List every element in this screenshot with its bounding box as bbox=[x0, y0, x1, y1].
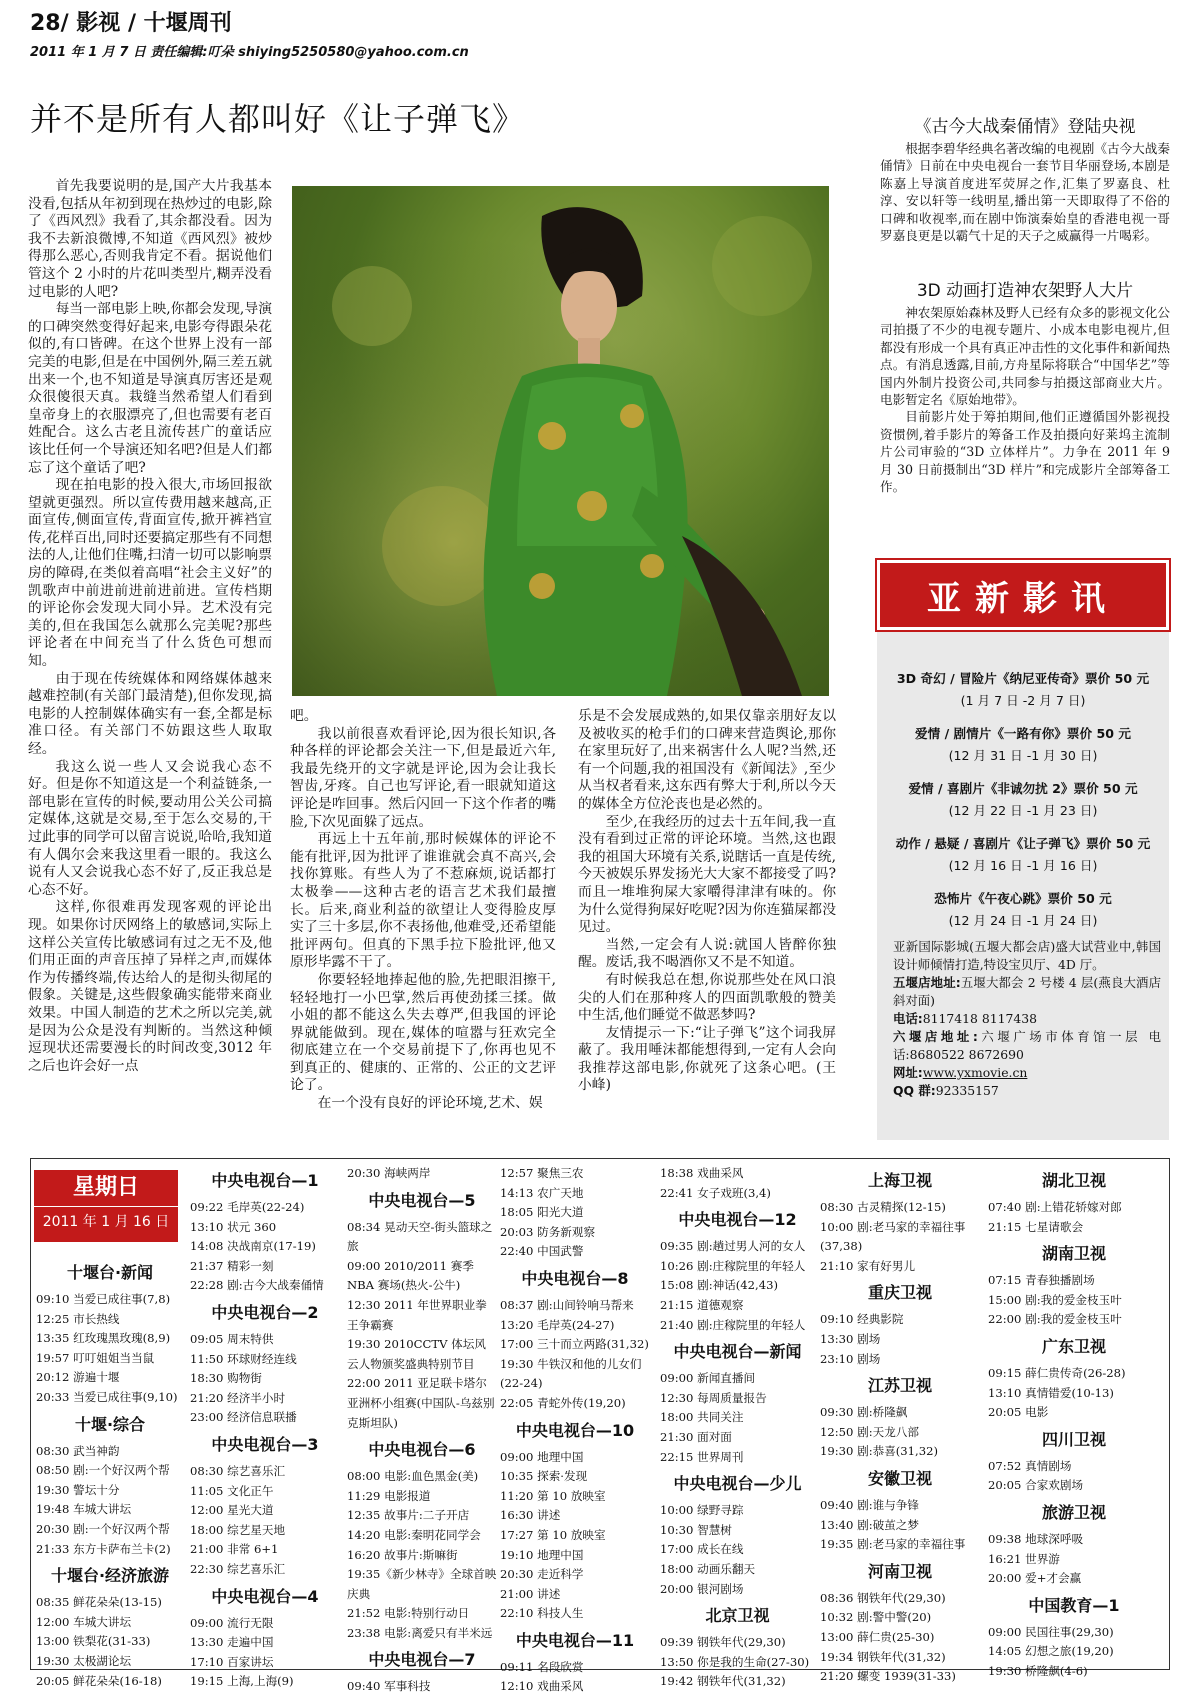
tv-program-row: 09:00 新闻直播间 bbox=[660, 1371, 756, 1386]
article-paragraph: 我以前很喜欢看评论,因为很长知识,各种各样的评论都会关注一下,但是最近六年,我最先绕开的文字就是评论,因为会让我长智齿,牙疼。自己也写评论,看一眼就知道这评论是咋回事。然后闪回一下这个作者的嘴脸,下次见面躲了远点。 bbox=[290, 725, 556, 830]
article-paragraph: 在一个没有良好的评论环境,艺术、娱 bbox=[317, 1095, 543, 1112]
page-header bbox=[30, 6, 469, 60]
tv-channel-name: 中央电视台—8 bbox=[521, 1268, 629, 1288]
tv-program-row: 20:30 剧:一个好汉两个帮 bbox=[36, 1521, 170, 1536]
tv-program-row: 21:20 螺变 1939(31-33) bbox=[820, 1669, 956, 1684]
tv-channel-name: 中央电视台—少儿 bbox=[673, 1474, 802, 1494]
tv-channel-name: 湖北卫视 bbox=[1041, 1171, 1106, 1190]
ad-listing-title: 爱情 / 喜剧片《非诚勿扰 2》票价 50 元 bbox=[908, 781, 1138, 796]
tv-program-row: 18:00 动画乐翻天 bbox=[660, 1561, 756, 1576]
tv-program-row: 10:35 探索·发现 bbox=[500, 1469, 588, 1484]
address-liuyan: 六堰广场市体育馆一层 电话:8680522 8672690 bbox=[893, 1029, 1161, 1062]
article-paragraph: 吧。 bbox=[290, 708, 318, 724]
tv-program-row: 12:57 聚焦三农 bbox=[500, 1166, 584, 1180]
tv-program-row: 08:37 剧:山间铃响马帮来 bbox=[500, 1297, 634, 1312]
tv-program-row: 21:33 东方卡萨布兰卡(2) bbox=[36, 1541, 171, 1556]
tv-program-row: 08:35 鲜花朵朵(13-15) bbox=[36, 1595, 162, 1610]
tv-program-row: 18:38 戏曲采风 bbox=[660, 1166, 744, 1180]
tv-column bbox=[820, 1164, 980, 1684]
tv-program-row: 08:30 综艺喜乐汇 bbox=[190, 1463, 286, 1478]
tv-day-badge: 星期日 2011 年 1 月 16 日 bbox=[34, 1170, 178, 1242]
tv-program-row: 09:35 剧:趟过男人河的女人 bbox=[660, 1239, 806, 1254]
tv-program-row: 15:08 剧:神话(42,43) bbox=[660, 1278, 779, 1293]
tv-program-row: 20:00 银河剧场 bbox=[660, 1581, 744, 1596]
tv-channel-name: 中央电视台—12 bbox=[678, 1210, 797, 1230]
tv-channel-name: 中央电视台—1 bbox=[211, 1171, 319, 1190]
tv-program-row: 23:10 剧场 bbox=[820, 1351, 881, 1366]
ad-listing-title: 动作 / 悬疑 / 喜剧片《让子弹飞》票价 50 元 bbox=[895, 836, 1151, 851]
tv-program-row: 21:10 家有好男儿 bbox=[820, 1258, 916, 1273]
ad-listing-dates: (12 月 22 日 -1 月 23 日) bbox=[948, 803, 1098, 818]
tv-channel-name: 湖南卫视 bbox=[1041, 1244, 1106, 1264]
ad-banner: 亚新影讯 bbox=[877, 560, 1169, 630]
article-paragraph: 友情提示一下:“让子弹飞”这个词我屏蔽了。我用唾沫都能想得到,一定有人会向我推荐这部电影,你就死了这条心吧。(王小峰) bbox=[578, 1024, 836, 1094]
tv-column bbox=[500, 1164, 650, 1694]
ad-listing-dates: (12 月 16 日 -1 月 16 日) bbox=[948, 858, 1098, 873]
tv-program-row: 08:34 晃动天空-街头篮球之旅 bbox=[347, 1219, 493, 1254]
tv-channel-name: 中央电视台—3 bbox=[211, 1434, 319, 1454]
tv-program-row: 19:35 剧:老马家的幸福往事 bbox=[820, 1537, 966, 1552]
phone-wuyan: 8117418 8117438 bbox=[922, 1011, 1038, 1026]
tv-channel-name: 上海卫视 bbox=[867, 1171, 932, 1190]
article-paragraph: 至少,在我经历的过去十五年间,我一直没有看到过正常的评论环境。当然,这也跟我的祖国大环境有关系,说瞎话一直是传统,今天被娱乐界发扬光大大家不都接受了吗?而且一堆堆狗屎大家嚼得津津有味的。你为什么觉得狗屎好吃呢?因为你连猫屎都没见过。 bbox=[578, 813, 836, 936]
tv-program-row: 13:10 真情错爱(10-13) bbox=[988, 1385, 1114, 1400]
tv-program-row: 20:30 海峡两岸 bbox=[347, 1166, 431, 1180]
ad-contact-info: 亚新国际影城(五堰大都会店)盛大试营业中,韩国设计师倾情打造,特设宝贝厅、4D 厅。 五堰店地址:五堰大都会 2 号楼 4 层(燕良大酒店斜对面) 电话:8117418 8117438 六堰店地址:六堰广场市体育馆一层 电话:8680522 8672690 网址:www.yxmovie.cn QQ 群:92335157 bbox=[893, 939, 1161, 1098]
tv-program-row: 20:00 爱+才会赢 bbox=[988, 1571, 1082, 1586]
tv-program-row: 11:05 文化正午 bbox=[190, 1483, 274, 1498]
tv-program-row: 23:38 电影:离爱只有半米远 bbox=[347, 1625, 493, 1640]
article-paragraph: 当然,一定会有人说:就国人皆醉你独醒。废话,我不喝酒你又不是不知道。 bbox=[578, 936, 836, 971]
tv-program-row: 09:00 民国往事(29,30) bbox=[988, 1624, 1114, 1639]
tv-program-row: 12:25 市长热线 bbox=[36, 1311, 120, 1326]
tv-program-row: 17:00 三十而立两路(31,32) bbox=[500, 1337, 649, 1352]
tv-channel-name: 重庆卫视 bbox=[867, 1283, 932, 1303]
article-paragraph: 由于现在传统媒体和网络媒体越来越难控制(有关部门最清楚),但你发现,搞电影的人控制媒体确实有一套,全都是标准口径。有关部门不妨跟这些人取取经。 bbox=[28, 670, 272, 757]
tv-program-row: 20:30 走近科学 bbox=[500, 1567, 584, 1582]
tv-program-row: 14:13 农广天地 bbox=[500, 1185, 584, 1200]
tv-program-row: 09:30 剧:桥隆飙 bbox=[820, 1405, 908, 1420]
tv-program-row: 21:52 电影:特别行动日 bbox=[347, 1606, 470, 1621]
tv-program-row: 09:00 地理中国 bbox=[500, 1449, 584, 1464]
article-photo bbox=[292, 186, 829, 696]
tv-program-row: 13:35 红玫瑰黑玫瑰(8,9) bbox=[36, 1331, 171, 1346]
tv-program-row: 10:32 剧:警中警(20) bbox=[820, 1610, 932, 1625]
tv-channel-name: 四川卫视 bbox=[1041, 1429, 1106, 1449]
tv-program-row: 19:30 太极湖论坛 bbox=[36, 1653, 132, 1668]
ad-listing-title: 恐怖片《午夜心跳》票价 50 元 bbox=[934, 891, 1112, 906]
tv-program-row: 19:30 2010CCTV 体坛风云人物颁奖盛典特别节目 bbox=[347, 1337, 486, 1371]
tv-program-row: 10:30 智慧树 bbox=[660, 1522, 732, 1537]
tv-channel-name: 中央电视台—2 bbox=[211, 1302, 319, 1322]
tv-program-row: 19:10 地理中国 bbox=[500, 1547, 584, 1562]
article-column-1 bbox=[28, 178, 272, 1136]
tv-program-row: 12:50 剧:天龙八部 bbox=[820, 1424, 919, 1439]
tv-channel-name: 十堰·综合 bbox=[74, 1414, 146, 1434]
tv-program-row: 22:00 2011 亚足联卡塔尔亚洲杯小组赛(中国队-乌兹别克斯坦队) bbox=[347, 1376, 495, 1430]
tv-program-row: 09:05 周末特供 bbox=[190, 1331, 274, 1346]
tv-program-row: 21:15 七星请歌会 bbox=[988, 1219, 1084, 1234]
tv-program-row: 22:30 综艺喜乐汇 bbox=[190, 1561, 286, 1576]
tv-program-row: 15:00 剧:我的爱金枝玉叶 bbox=[988, 1292, 1122, 1307]
side-story-1-title: 《古今大战秦俑情》登陆央视 bbox=[914, 117, 1136, 137]
tv-channel-name: 江苏卫视 bbox=[867, 1376, 932, 1396]
tv-program-row: 20:33 当爱已成往事(9,10) bbox=[36, 1389, 178, 1404]
tv-program-row: 23:00 经济信息联播 bbox=[190, 1410, 297, 1425]
address-wuyan: 五堰大都会 2 号楼 4 层(燕良大酒店斜对面) bbox=[893, 975, 1161, 1008]
ad-listing-dates: (1 月 7 日 -2 月 7 日) bbox=[960, 693, 1086, 708]
tv-channel-name: 旅游卫视 bbox=[1041, 1502, 1106, 1522]
tv-program-row: 16:20 故事片:斯嘛街 bbox=[347, 1547, 458, 1562]
ad-listing-item bbox=[885, 833, 1161, 888]
tv-column bbox=[347, 1164, 497, 1694]
tv-program-row: 07:52 真情剧场 bbox=[988, 1458, 1072, 1473]
tv-program-row: 21:00 非常 6+1 bbox=[190, 1542, 279, 1557]
tv-program-row: 08:30 古灵精探(12-15) bbox=[820, 1200, 946, 1214]
tv-program-row: 21:00 讲述 bbox=[500, 1586, 561, 1601]
tv-program-row: 20:05 电影 bbox=[988, 1405, 1049, 1420]
website-link[interactable]: www.yxmovie.cn bbox=[922, 1065, 1028, 1080]
tv-program-row: 14:05 幻想之旅(19,20) bbox=[988, 1644, 1114, 1659]
tv-program-row: 12:30 每周质量报告 bbox=[660, 1390, 767, 1405]
tv-program-row: 14:20 电影:秦明花同学会 bbox=[347, 1527, 481, 1542]
tv-program-row: 09:10 经典影院 bbox=[820, 1312, 904, 1327]
tv-program-row: 08:00 电影:血色黑金(美) bbox=[347, 1469, 479, 1484]
tv-program-row: 13:10 状元 360 bbox=[190, 1219, 277, 1234]
tv-channel-name: 中央电视台—6 bbox=[368, 1440, 476, 1460]
tv-program-row: 09:38 地球深呼吸 bbox=[988, 1531, 1084, 1546]
tv-program-row: 22:41 女子戏班(3,4) bbox=[660, 1185, 771, 1200]
tv-program-row: 19:15 上海,上海(9) bbox=[190, 1674, 294, 1689]
article-paragraph: 现在拍电影的投入很大,市场回报欲望就更强烈。所以宣传费用越来越高,正面宣传,侧面宣传,背面宣传,掀开裤裆宣传,花样百出,同时还要搞定那些有不同想法的人,让他们住嘴,扫清一切可以影响票房的障碍,在类似着高唱“社会主义好”的凯歌声中前进前进前进前进。宣传档期的评论你会发现大同小异。艺术没有完美的,但在我国怎么就那么完美呢?那些评论者在中间充当了什么货色可想而知。 bbox=[28, 477, 272, 670]
tv-column bbox=[36, 1256, 184, 1688]
tv-program-row: 17:27 第 10 放映室 bbox=[500, 1527, 606, 1542]
article-paragraph: 这样,你很难再发现客观的评论出现。如果你讨厌网络上的敏感词,实际上这样公关宣传比敏感词有过之无不及,他们用正面的声音压掉了异样之声,而媒体作为传播终端,传达给人的是彻头彻尾的假象。关键是,这些假象确实能带来商业效果。中国人制造的艺术之所以完美,就是因为公众是没有判断的。当然这种倾逗现状还需要漫长的时间改变,3012 年之后也许会好一点 bbox=[28, 899, 272, 1074]
ad-listing-title: 爱情 / 剧情片《一路有你》票价 50 元 bbox=[915, 726, 1131, 741]
tv-program-row: 18:05 阳光大道 bbox=[500, 1205, 584, 1220]
side-paragraph: 神农架原始森林及野人已经有众多的影视文化公司拍摄了不少的电视专题片、小成本电影电视片,但都没有形成一个具有真正冲击性的文化事件和新闻热点。有消息透露,目前,方舟星际将联合“中国华艺”等国内外制片投资公司,共同参与拍摄这部商业大片。电影暂定名《原始地带》。 bbox=[880, 305, 1170, 408]
article-paragraph: 我这么说一些人又会说我心态不好。但是你不知道这是一个利益链条,一部电影在宣传的时候,要动用公关公司搞定媒体,这就是交易,至于怎么交易的,干过此事的同学可以留言说说,哈哈,我知道有人偶尔会来我这里看一眼的。我这么说有人又会说我心态不好了,反正我总是心态不好。 bbox=[28, 758, 272, 898]
tv-program-row: 11:20 第 10 放映室 bbox=[500, 1488, 606, 1503]
tv-program-row: 07:15 青春独播剧场 bbox=[988, 1273, 1095, 1288]
tv-program-row: 13:50 你是我的生命(27-30) bbox=[660, 1654, 810, 1669]
tv-program-row: 12:10 戏曲采风 bbox=[500, 1679, 584, 1694]
tv-program-row: 13:20 毛岸英(24-27) bbox=[500, 1317, 615, 1332]
tv-program-row: 09:11 名段欣赏 bbox=[500, 1659, 584, 1674]
page-section: 28/ 影视 / 十堰周刊 bbox=[30, 11, 232, 36]
tv-program-row: 18:00 共同关注 bbox=[660, 1410, 744, 1425]
tv-program-row: 13:30 走遍中国 bbox=[190, 1635, 274, 1650]
tv-program-row: 21:15 道德观察 bbox=[660, 1297, 744, 1312]
ad-listing-item bbox=[885, 668, 1161, 723]
side-paragraph: 目前影片处于筹拍期间,他们正遵循国外影视投资惯例,着手影片的筹备工作及拍摄向好莱坞主流制片公司审验的“3D 立体样片”。力争在 2011 年 9 月 30 日前摄制出“3D 样片”和完成影片全部筹备工作。 bbox=[880, 409, 1170, 495]
ad-listing-item bbox=[885, 888, 1161, 943]
tv-channel-name: 中央电视台—7 bbox=[368, 1650, 476, 1670]
qq-group: 92335157 bbox=[935, 1083, 999, 1098]
tv-program-row: 09:40 军事科技 bbox=[347, 1679, 431, 1694]
tv-channel-name: 中央电视台—新闻 bbox=[673, 1342, 802, 1362]
tv-program-row: 21:37 精彩一刻 bbox=[190, 1258, 274, 1273]
tv-program-row: 17:10 百家讲坛 bbox=[190, 1654, 274, 1669]
tv-program-row: 22:00 剧:我的爱金枝玉叶 bbox=[988, 1312, 1122, 1327]
tv-program-row: 21:20 经济半小时 bbox=[190, 1390, 286, 1405]
tv-program-row: 07:40 剧:上错花轿嫁对郎 bbox=[988, 1200, 1122, 1214]
tv-program-row: 19:30 桥隆飙(4-6) bbox=[988, 1663, 1088, 1678]
tv-program-row: 20:03 防务新观察 bbox=[500, 1224, 596, 1239]
tv-program-row: 19:48 车城大讲坛 bbox=[36, 1502, 132, 1517]
tv-program-row: 13:00 铁梨花(31-33) bbox=[36, 1634, 151, 1649]
tv-column bbox=[190, 1164, 340, 1689]
tv-program-row: 11:50 环球财经连线 bbox=[190, 1351, 297, 1366]
tv-program-row: 09:15 薛仁贵传奇(26-28) bbox=[988, 1365, 1126, 1380]
tv-program-row: 19:30 剧:恭喜(31,32) bbox=[820, 1444, 939, 1459]
tv-program-row: 09:00 2010/2011 赛季 NBA 赛场(热火-公牛) bbox=[347, 1258, 474, 1293]
tv-channel-name: 安徽卫视 bbox=[867, 1468, 932, 1488]
tv-program-row: 09:39 钢铁年代(29,30) bbox=[660, 1635, 786, 1650]
article-headline: 并不是所有人都叫好《让子弹飞》 bbox=[30, 100, 526, 138]
tv-column bbox=[660, 1164, 815, 1689]
woman-on-horse-illustration bbox=[292, 186, 829, 696]
tv-program-row: 20:12 游遍十堰 bbox=[36, 1370, 120, 1385]
tv-channel-name: 广东卫视 bbox=[1041, 1336, 1106, 1356]
tv-program-row: 14:08 决战南京(17-19) bbox=[190, 1239, 316, 1254]
tv-program-row: 19:35《新少林寺》全球首映庆典 bbox=[347, 1567, 497, 1601]
tv-channel-name: 十堰台·新闻 bbox=[66, 1263, 154, 1282]
article-paragraph: 你要轻轻地捧起他的脸,先把眼泪擦干,轻轻地打一小巴掌,然后再使劲揉三揉。做小姐的都不能这么失去尊严,但我国的评论界就能做到。现在,媒体的喧嚣与狂欢完全彻底建立在一个交易前提下了,你再也见不到真正的、健康的、正常的、公正的文艺评论了。 bbox=[290, 971, 556, 1094]
tv-program-row: 08:36 钢铁年代(29,30) bbox=[820, 1590, 946, 1605]
tv-program-row: 17:00 成长在线 bbox=[660, 1542, 744, 1557]
article-column-2 bbox=[290, 708, 556, 1136]
tv-program-row: 10:00 剧:老马家的幸福往事(37,38) bbox=[820, 1219, 966, 1254]
tv-program-row: 16:21 世界游 bbox=[988, 1551, 1060, 1566]
ad-listing-dates: (12 月 31 日 -1 月 30 日) bbox=[948, 748, 1098, 763]
tv-program-row: 19:30 警坛十分 bbox=[36, 1482, 120, 1497]
tv-program-row: 08:30 武当神韵 bbox=[36, 1443, 120, 1458]
tv-program-row: 09:00 流行无限 bbox=[190, 1615, 274, 1630]
tv-program-row: 22:28 剧:古今大战秦俑情 bbox=[190, 1278, 324, 1293]
tv-program-row: 21:30 面对面 bbox=[660, 1429, 732, 1444]
tv-program-row: 12:30 2011 年世界职业拳王争霸赛 bbox=[347, 1297, 487, 1332]
tv-program-row: 18:00 综艺星天地 bbox=[190, 1522, 286, 1537]
tv-channel-name: 十堰台·经济旅游 bbox=[50, 1566, 170, 1586]
tv-channel-name: 河南卫视 bbox=[867, 1561, 932, 1581]
side-story-1-body: 根据李碧华经典名著改编的电视剧《古今大战秦俑情》日前在中央电视台一套节目华丽登场,本剧是陈嘉上导演首度进军荧屏之作,汇集了罗嘉良、杜淳、安以轩等一线明星,播出第一天即取得了不俗的口碑和收视率,而在剧中饰演秦始皇的香港电视一哥罗嘉良更是以霸气十足的天子之威赢得一片喝彩。 bbox=[880, 141, 1170, 244]
ad-listing-item bbox=[885, 723, 1161, 778]
tv-channel-name: 中央电视台—10 bbox=[515, 1420, 635, 1440]
tv-channel-name: 北京卫视 bbox=[705, 1606, 770, 1626]
article-paragraph: 乐是不会发展成熟的,如果仅靠亲朋好友以及被收买的枪手们的口碑来营造舆论,那你在家里玩好了,出来祸害什么人呢?当然,还有一个问题,我的祖国没有《新闻法》,至少从当权者看来,这东西有弊大于利,所以今天的媒体全方位沦丧也是必然的。 bbox=[578, 708, 836, 812]
side-story-2-body bbox=[880, 304, 1170, 526]
tv-program-row: 19:42 钢铁年代(31,32) bbox=[660, 1674, 786, 1689]
tv-program-row: 13:40 剧:破茧之梦 bbox=[820, 1517, 919, 1532]
tv-column bbox=[988, 1164, 1160, 1678]
tv-program-row: 19:30 牛铁汉和他的儿女们(22-24) bbox=[500, 1356, 642, 1391]
tv-program-row: 09:10 当爱已成往事(7,8) bbox=[36, 1292, 171, 1306]
tv-channel-name: 中央电视台—5 bbox=[368, 1190, 476, 1210]
ad-intro: 亚新国际影城(五堰大都会店)盛大试营业中,韩国设计师倾情打造,特设宝贝厅、4D 厅。 bbox=[893, 939, 1161, 972]
article-column-3 bbox=[578, 708, 836, 1136]
ad-listings bbox=[885, 668, 1161, 943]
article-paragraph: 每当一部电影上映,你都会发现,导演的口碑突然变得好起来,电影夸得跟朵花似的,有口皆碑。在这个世界上没有一部完美的电影,但是在中国例外,隔三差五就出来一个,也不知道是导演真厉害还是观众很傻很天真。栽缝当然希望人们看到皇帝身上的衣服漂亮了,但也需要有老百姓配合。这么古老且流传甚广的童话应该比任何一个导演还知名吧?但是人们都忘了这个童话了吧? bbox=[28, 301, 272, 476]
tv-program-row: 11:29 电影报道 bbox=[347, 1488, 431, 1503]
tv-program-row: 08:50 剧:一个好汉两个帮 bbox=[36, 1463, 170, 1478]
tv-program-row: 20:05 合家欢剧场 bbox=[988, 1478, 1084, 1493]
ad-listing-title: 3D 奇幻 / 冒险片《纳尼亚传奇》票价 50 元 bbox=[896, 671, 1150, 686]
tv-channel-name: 中央电视台—4 bbox=[211, 1586, 319, 1606]
ad-listing-dates: (12 月 24 日 -1 月 24 日) bbox=[948, 913, 1098, 928]
side-story-2-title: 3D 动画打造神农架野人大片 bbox=[916, 281, 1134, 301]
article-paragraph: 再远上十五年前,那时候媒体的评论不能有批评,因为批评了谁谁就会真不高兴,会找你算账。有些人为了不惹麻烦,说话都打太极拳——这种古老的语言艺术我们最擅长。后来,商业利益的欲望让人变得脸皮厚实了三十多层,你不表扬他,他难受,还希望能批评两句。但真的下黑手拉下脸批评,他又原形毕露不干了。 bbox=[290, 831, 556, 971]
tv-program-row: 13:30 剧场 bbox=[820, 1331, 881, 1346]
ad-listing-item bbox=[885, 778, 1161, 833]
tv-program-row: 12:35 故事片:二子开店 bbox=[347, 1508, 470, 1523]
tv-program-row: 22:05 青蛇外传(19,20) bbox=[500, 1395, 626, 1410]
tv-program-row: 21:40 剧:庄稼院里的年轻人 bbox=[660, 1317, 806, 1332]
byline: 2011 年 1 月 7 日 责任编辑:叮朵 shiying5250580@yahoo.com.cn bbox=[30, 45, 469, 60]
tv-program-row: 16:30 讲述 bbox=[500, 1508, 561, 1523]
tv-program-row: 20:05 鲜花朵朵(16-18) bbox=[36, 1673, 162, 1688]
tv-program-row: 12:00 车城大讲坛 bbox=[36, 1614, 132, 1629]
tv-program-row: 10:00 绿野寻踪 bbox=[660, 1503, 744, 1518]
tv-program-row: 13:00 薛仁贵(25-30) bbox=[820, 1629, 935, 1644]
tv-program-row: 12:00 星光大道 bbox=[190, 1503, 274, 1518]
article-paragraph: 首先我要说明的是,国产大片我基本没看,包括从年初到现在热炒过的电影,除了《西风烈》我看了,其余都没看。因为我不去新浪微博,不知道《西风烈》被炒得那么恶心,否则我肯定不看。据说他们管这个 2 小时的片花叫类型片,糊弄没看过电影的人吧? bbox=[28, 178, 272, 300]
tv-program-row: 19:57 叮叮姐姐当当鼠 bbox=[36, 1350, 155, 1365]
article-paragraph: 有时候我总在想,你说那些处在风口浪尖的人们在那种疼人的四面凯歌般的赞美中生活,他们睡觉不做恶梦吗? bbox=[578, 971, 836, 1024]
tv-program-row: 22:10 科技人生 bbox=[500, 1606, 584, 1621]
tv-program-row: 19:34 钢铁年代(31,32) bbox=[820, 1649, 946, 1664]
tv-program-row: 22:40 中国武警 bbox=[500, 1244, 584, 1259]
tv-program-row: 09:40 剧:谁与争锋 bbox=[820, 1497, 919, 1512]
tv-program-row: 18:30 购物街 bbox=[190, 1371, 262, 1386]
tv-channel-name: 中央电视台—11 bbox=[515, 1630, 635, 1650]
tv-program-row: 09:22 毛岸英(22-24) bbox=[190, 1200, 305, 1214]
tv-channel-name: 中国教育—1 bbox=[1028, 1595, 1120, 1615]
tv-program-row: 10:26 剧:庄稼院里的年轻人 bbox=[660, 1258, 806, 1273]
tv-program-row: 22:15 世界周刊 bbox=[660, 1449, 744, 1464]
